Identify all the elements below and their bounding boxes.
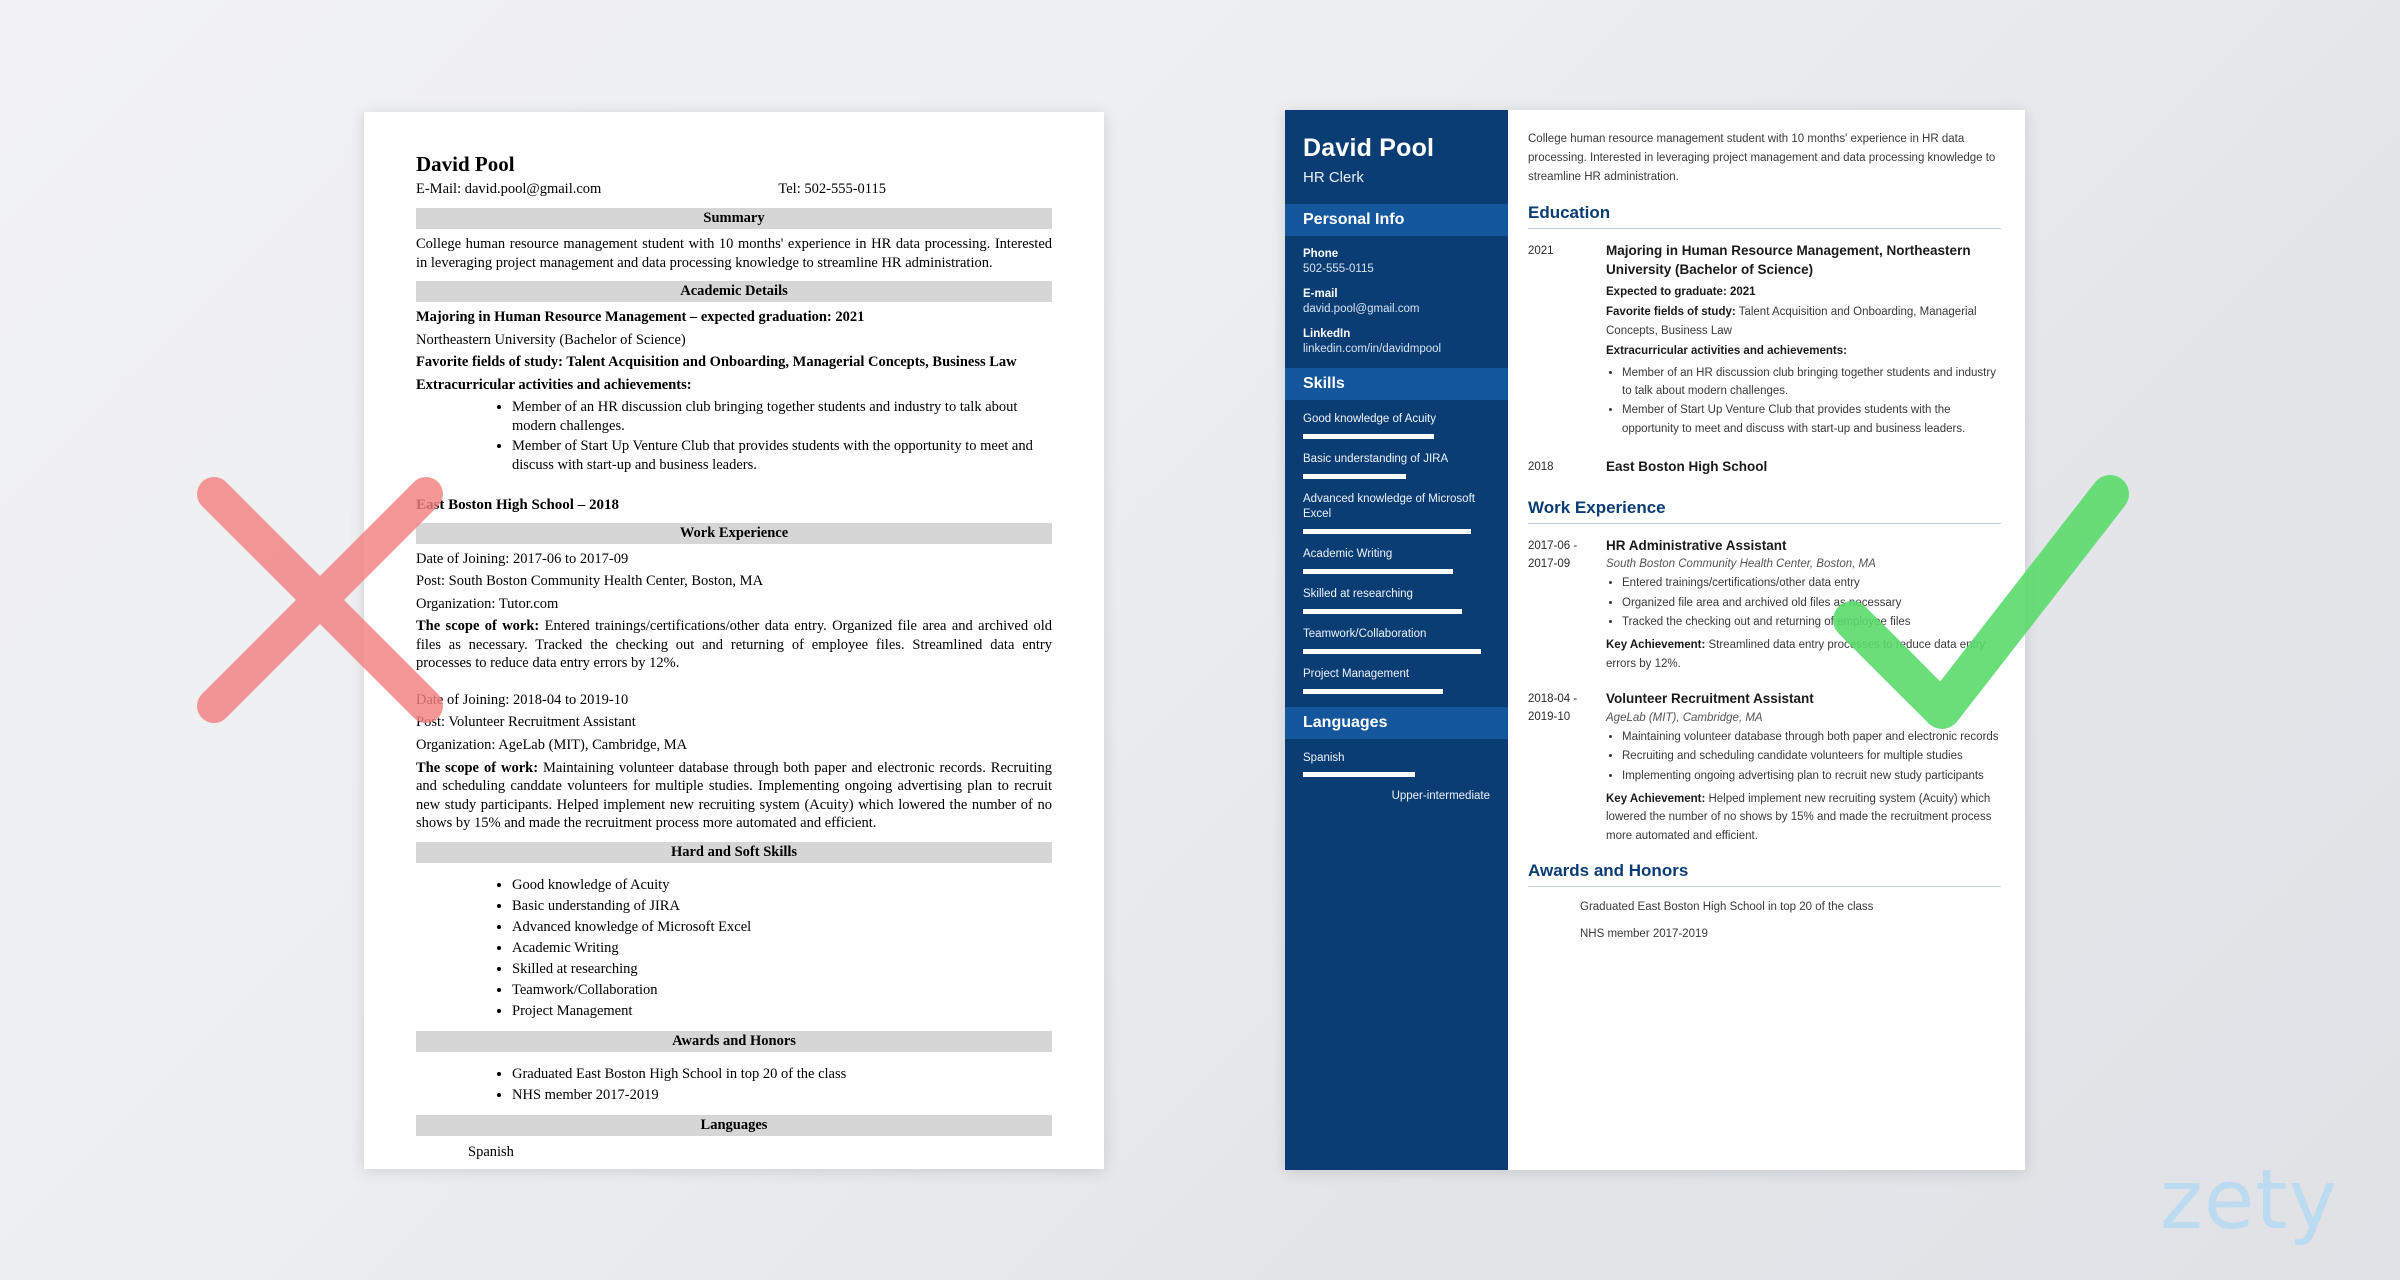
email-value: david.pool@gmail.com: [1303, 303, 1420, 315]
list-item: • NHS member 2017-2019: [512, 1085, 1052, 1106]
skill-bar-remainder: [1443, 689, 1490, 694]
good-resume-name: David Pool: [1303, 134, 1435, 162]
language-bar: [1303, 772, 1490, 777]
bad-favorite-fields: Favorite fields of study: Talent Acquisition and Onboarding, Managerial Concepts, Business Law: [416, 354, 1017, 371]
work-organization: AgeLab (MIT), Cambridge, MA: [1606, 711, 1763, 724]
sidebar-heading-skills: Skills: [1285, 368, 1508, 400]
good-summary-text: College human resource management student with 10 months' experience in HR data processing. Interested in leveraging project management and data processing knowledge to streamline HR administration.: [1528, 133, 1996, 183]
good-resume-sidebar: [1285, 110, 1508, 1170]
skill-bar-remainder: [1453, 569, 1490, 574]
skill-bar: [1303, 434, 1490, 439]
bad-job-0-date: Date of Joining: 2017-06 to 2017-09: [416, 550, 629, 567]
bad-major-line: Majoring in Human Resource Management – expected graduation: 2021: [416, 309, 865, 326]
bad-section-languages-heading: Languages: [416, 1115, 1052, 1136]
list-item: • Maintaining volunteer database through both paper and electronic records: [1622, 728, 2001, 746]
list-item: • Member of an HR discussion club bringing together students and industry to talk about modern challenges.: [1622, 364, 2001, 401]
skill-bar-remainder: [1481, 649, 1490, 654]
education-title: Majoring in Human Resource Management, Northeastern University (Bachelor of Science): [1606, 242, 1971, 278]
bad-section-academic-heading: Academic Details: [416, 281, 1052, 302]
skill-label: Basic understanding of JIRA: [1303, 452, 1449, 465]
award-item: Graduated East Boston High School in top 20 of the class: [1580, 901, 1874, 914]
list-item: • Graduated East Boston High School in top 20 of the class: [512, 1064, 1052, 1085]
work-entry: [1528, 689, 2001, 847]
skill-label: Skilled at researching: [1303, 587, 1413, 600]
list-item: • Implementing ongoing advertising plan to recruit new study participants: [1622, 767, 2001, 785]
skill-item: [1303, 627, 1490, 654]
linkedin-label: LinkedIn: [1303, 328, 1351, 340]
skill-bar: [1303, 689, 1490, 694]
skill-label: Teamwork/Collaboration: [1303, 627, 1427, 640]
bad-job-1-post: Post: Volunteer Recruitment Assistant: [416, 714, 636, 731]
work-bullets: [1606, 728, 2001, 785]
education-entry: [1528, 241, 2001, 443]
work-key-achievement: Key Achievement: Streamlined data entry processes to reduce data entry errors by 12%.: [1606, 639, 1986, 670]
bad-university: Northeastern University (Bachelor of Science): [416, 331, 686, 348]
phone-label: Phone: [1303, 248, 1339, 260]
skill-bar-remainder: [1471, 529, 1490, 534]
bad-job-1-organization: Organization: AgeLab (MIT), Cambridge, MA: [416, 737, 688, 754]
bad-section-skills-heading: Hard and Soft Skills: [416, 842, 1052, 863]
bad-job-0-scope-text: Entered trainings/certifications/other data entry. Organized file area and archived old files as necessary. Tracked the checking out and returning of employee files. Streamlined data entry processes to reduce data entry errors by 12%.: [416, 618, 1052, 672]
bad-extracurricular-list: [416, 398, 1052, 474]
bad-section-summary-heading: Summary: [416, 208, 1052, 229]
bad-resume-contact-row: [416, 181, 886, 198]
bad-resume-name: David Pool: [416, 152, 515, 176]
email-label: E-mail: [1303, 288, 1338, 300]
bad-job-1-scope-label: The scope of work:: [416, 759, 539, 776]
list-item: • Member of Start Up Venture Club that provides students with the opportunity to meet and discuss with start-up and business leaders.: [1622, 401, 2001, 438]
work-entry: [1528, 536, 2001, 676]
bad-high-school: East Boston High School – 2018: [416, 496, 619, 513]
skill-bar-remainder: [1434, 434, 1490, 439]
list-item: • Good knowledge of Acuity: [512, 875, 1052, 896]
zety-logo: zety: [2159, 1153, 2338, 1248]
skill-bar: [1303, 474, 1490, 479]
bad-extracurricular-label: Extracurricular activities and achievements:: [416, 376, 692, 393]
work-key-achievement: Key Achievement: Helped implement new recruiting system (Acuity) which lowered the number of no shows by 15% and made the recruitment process more automated and efficient.: [1606, 792, 1992, 842]
bad-skills-list: [416, 875, 1052, 1022]
skill-bar: [1303, 649, 1490, 654]
education-extracurricular-label: Extracurricular activities and achievements:: [1606, 345, 1847, 358]
skill-item: [1303, 452, 1490, 479]
bad-job-0-post: Post: South Boston Community Health Center, Boston, MA: [416, 573, 764, 590]
skill-label: Advanced knowledge of Microsoft Excel: [1303, 492, 1475, 520]
bad-section-awards-heading: Awards and Honors: [416, 1031, 1052, 1052]
bad-resume-document: [364, 112, 1104, 1169]
skill-bar: [1303, 569, 1490, 574]
language-bar-remainder: [1415, 772, 1490, 777]
skill-label: Good knowledge of Acuity: [1303, 413, 1436, 425]
good-heading-education: Education: [1528, 203, 2001, 229]
bad-job-0-scope: [416, 617, 1052, 673]
bad-resume-email: E-Mail: david.pool@gmail.com: [416, 181, 602, 197]
skill-bar-remainder: [1462, 609, 1490, 614]
education-title: East Boston High School: [1606, 459, 1768, 475]
linkedin-value: linkedin.com/in/davidmpool: [1303, 343, 1442, 355]
list-item: • Recruiting and scheduling candidate volunteers for multiple studies: [1622, 747, 2001, 765]
bad-job-0-organization: Organization: Tutor.com: [416, 595, 559, 612]
bad-section-work-heading: Work Experience: [416, 523, 1052, 544]
education-date: 2021: [1528, 244, 1554, 257]
list-item: • Member of Start Up Venture Club that provides students with the opportunity to meet and discuss with start-up and business leaders.: [512, 437, 1052, 475]
sidebar-heading-languages: Languages: [1285, 707, 1508, 739]
good-heading-awards: Awards and Honors: [1528, 861, 2001, 887]
language-item: [1303, 751, 1490, 778]
education-date: 2018: [1528, 461, 1554, 474]
bad-awards-list: [416, 1064, 1052, 1106]
education-bullets: [1606, 364, 2001, 439]
education-favorite-fields: Favorite fields of study: Talent Acquisition and Onboarding, Managerial Concepts, Business Law: [1606, 306, 1977, 337]
bad-job-1-scope-text: Maintaining volunteer database through both paper and electronic records. Recruiting and scheduling canddate volunteers for multiple studies. Implementing ongoing advertising plan to recruit new study participants. Helped implement new recruiting system (Acuity) which lowered the number of no shows by 15% and made the recruitment process more automated and efficient.: [416, 759, 1052, 832]
skill-item: [1303, 492, 1490, 534]
language-label: Spanish: [1303, 751, 1345, 764]
good-resume-role: HR Clerk: [1303, 169, 1364, 186]
list-item: • Skilled at researching: [512, 959, 1052, 980]
award-item: NHS member 2017-2019: [1580, 928, 1708, 941]
bad-resume-phone: Tel: 502-555-0115: [778, 181, 886, 197]
sidebar-heading-personal-info: Personal Info: [1285, 204, 1508, 236]
bad-language: Spanish: [468, 1143, 514, 1160]
skill-label: Project Management: [1303, 667, 1410, 680]
work-title: HR Administrative Assistant: [1606, 537, 1787, 553]
bad-job-1-scope: [416, 759, 1052, 833]
work-date: 2017-06 - 2017-09: [1528, 539, 1578, 570]
list-item: • Advanced knowledge of Microsoft Excel: [512, 917, 1052, 938]
list-item: • Organized file area and archived old files as necessary: [1622, 594, 2001, 612]
skill-bar-remainder: [1406, 474, 1490, 479]
skill-bar: [1303, 529, 1490, 534]
skill-item: [1303, 587, 1490, 614]
good-resume-main: [1508, 110, 2025, 1170]
language-level-text: Upper-intermediate: [1391, 790, 1490, 803]
bad-summary-text: College human resource management student with 10 months' experience in HR data processing. Interested in leveraging project management and data processing knowledge to streamline HR administration.: [416, 236, 1052, 271]
bad-job-1-date: Date of Joining: 2018-04 to 2019-10: [416, 691, 629, 708]
list-item: • Entered trainings/certifications/other data entry: [1622, 574, 2001, 592]
work-title: Volunteer Recruitment Assistant: [1606, 691, 1814, 707]
skill-item: [1303, 412, 1490, 439]
work-date: 2018-04 - 2019-10: [1528, 693, 1578, 724]
skill-item: [1303, 547, 1490, 574]
skill-bar: [1303, 609, 1490, 614]
work-bullets: [1606, 574, 2001, 631]
phone-value: 502-555-0115: [1303, 263, 1374, 275]
list-item: • Teamwork/Collaboration: [512, 980, 1052, 1001]
skill-item: [1303, 667, 1490, 694]
education-expected: Expected to graduate: 2021: [1606, 286, 1756, 299]
list-item: • Academic Writing: [512, 938, 1052, 959]
good-heading-work: Work Experience: [1528, 498, 2001, 524]
skill-label: Academic Writing: [1303, 547, 1393, 560]
bad-job-0-scope-label: The scope of work:: [416, 618, 540, 635]
list-item: • Member of an HR discussion club bringing together students and industry to talk about modern challenges.: [512, 398, 1052, 436]
work-organization: South Boston Community Health Center, Boston, MA: [1606, 558, 1876, 571]
list-item: • Project Management: [512, 1001, 1052, 1022]
education-entry: [1528, 457, 2001, 480]
good-resume-document: [1285, 110, 2025, 1170]
list-item: • Basic understanding of JIRA: [512, 896, 1052, 917]
list-item: • Tracked the checking out and returning of employee files: [1622, 613, 2001, 631]
